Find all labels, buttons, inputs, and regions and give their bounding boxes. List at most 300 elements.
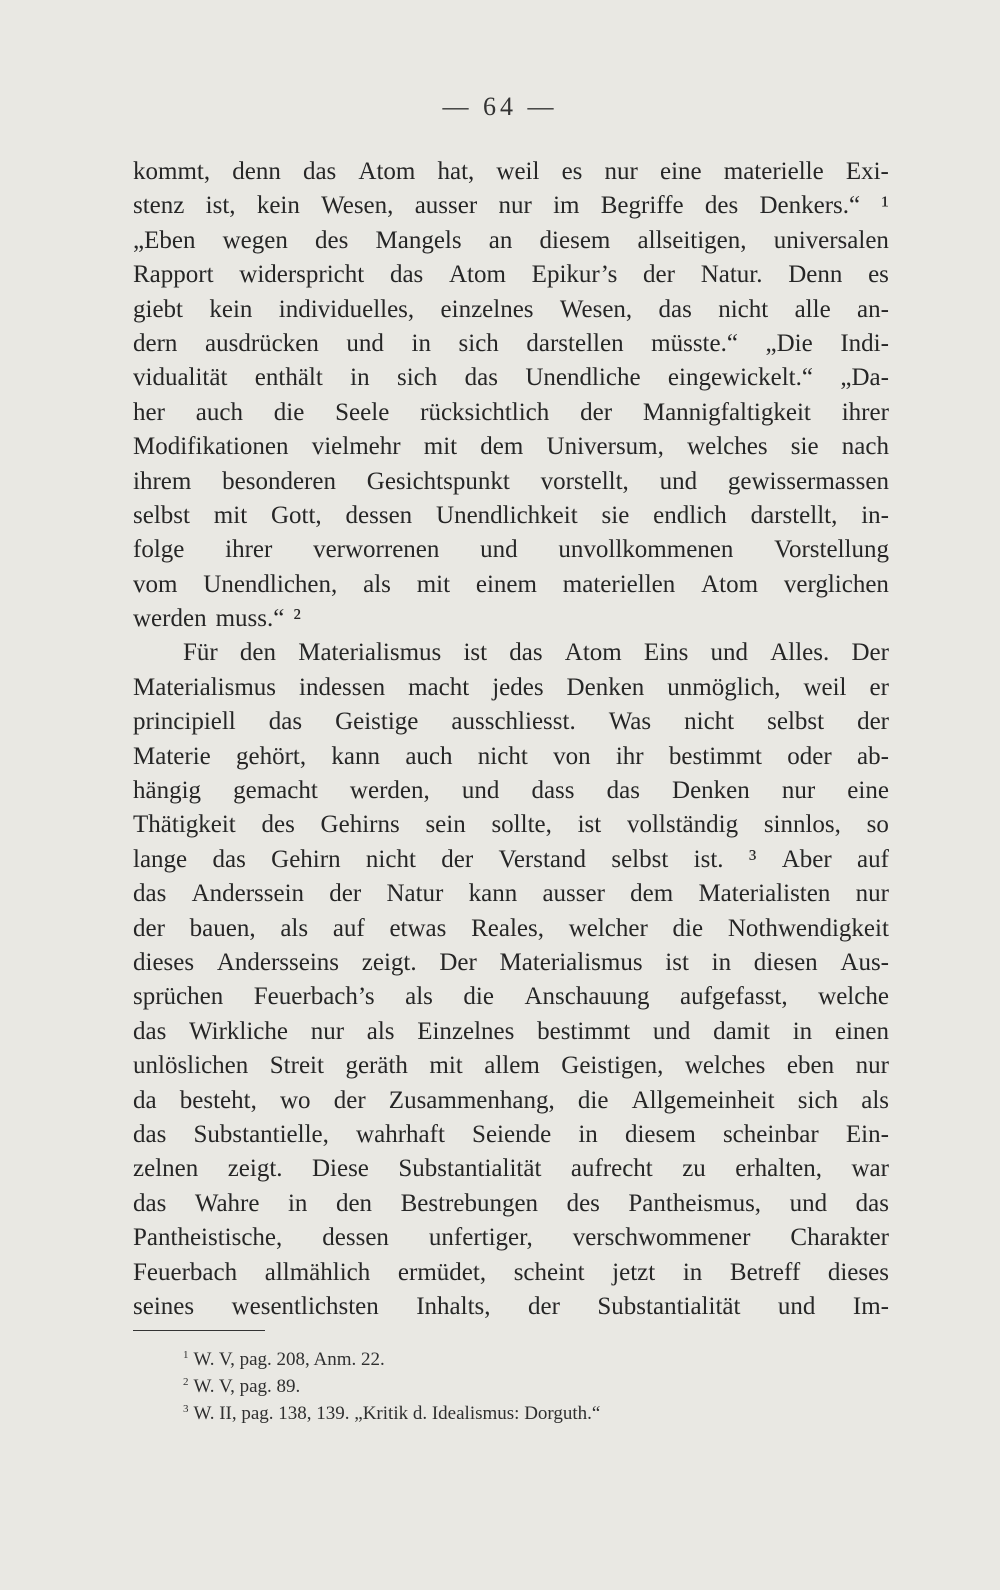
word: ist bbox=[665, 948, 689, 976]
word: des bbox=[704, 192, 739, 220]
word: scheinbar bbox=[722, 1120, 819, 1148]
word: Aber bbox=[781, 845, 832, 873]
text-line bbox=[133, 1187, 889, 1221]
word: wegen bbox=[222, 226, 288, 254]
word: welche bbox=[818, 983, 889, 1011]
word: das bbox=[133, 1189, 167, 1217]
word: Natur. bbox=[700, 261, 763, 289]
word: selbst bbox=[133, 501, 190, 529]
word: Materie bbox=[133, 742, 211, 770]
word: denn bbox=[232, 158, 281, 185]
word: besteht, bbox=[179, 1086, 257, 1114]
word: der bbox=[857, 708, 889, 736]
word: Materialismus bbox=[499, 948, 643, 976]
text-line bbox=[133, 636, 889, 670]
word: dieses bbox=[133, 948, 195, 976]
footnote-mark: 3 bbox=[183, 1403, 189, 1415]
word: Denkers.“ bbox=[759, 192, 861, 220]
word: nur bbox=[855, 880, 889, 908]
text-line bbox=[133, 808, 889, 842]
footnote-text: W. V, pag. 89. bbox=[193, 1376, 301, 1397]
text-line bbox=[133, 877, 889, 911]
word: Betreff bbox=[729, 1258, 801, 1286]
word: selbst bbox=[767, 708, 825, 736]
word: auch bbox=[195, 398, 243, 426]
footnote-mark: 2 bbox=[183, 1376, 189, 1388]
word: Was bbox=[608, 708, 652, 736]
word: macht bbox=[408, 673, 470, 701]
word: diesen bbox=[753, 948, 818, 976]
word: Pantheistische, bbox=[133, 1224, 283, 1252]
footnote-mark: 1 bbox=[183, 1349, 189, 1361]
word: ist bbox=[463, 639, 488, 667]
word: kommt, bbox=[133, 158, 211, 185]
word: sollte, bbox=[491, 811, 552, 839]
word: als bbox=[366, 1017, 395, 1045]
word: an bbox=[488, 226, 513, 254]
word: gemacht bbox=[233, 777, 318, 805]
word: mit bbox=[213, 501, 248, 529]
word: Diese bbox=[311, 1155, 369, 1183]
word: sich bbox=[396, 364, 438, 392]
word: Pantheismus, bbox=[628, 1189, 762, 1217]
text-line bbox=[133, 568, 889, 602]
word: der bbox=[580, 398, 613, 426]
word: etwas bbox=[389, 914, 447, 942]
word: ist bbox=[577, 811, 602, 839]
word: nach bbox=[841, 433, 889, 461]
word: wesentlichsten bbox=[231, 1292, 379, 1320]
word: kann bbox=[331, 742, 381, 770]
word: wo bbox=[280, 1086, 311, 1114]
word: ist. bbox=[693, 845, 724, 873]
word: ausser bbox=[414, 192, 478, 220]
text-line bbox=[133, 258, 889, 292]
word: weil bbox=[496, 158, 540, 185]
text-line bbox=[133, 843, 889, 877]
word: jedes bbox=[492, 673, 544, 701]
text-line bbox=[133, 602, 889, 636]
word: Denken bbox=[672, 777, 750, 805]
word: endlich bbox=[653, 501, 727, 529]
footnotes bbox=[183, 1342, 883, 1423]
text-line bbox=[133, 224, 889, 258]
word: das bbox=[509, 639, 543, 667]
word: auch bbox=[405, 742, 453, 770]
word: Der bbox=[439, 948, 477, 976]
word: einen bbox=[834, 1017, 889, 1045]
word: Andersseins bbox=[216, 948, 340, 976]
word: lange bbox=[133, 845, 188, 873]
word: Materialismus bbox=[133, 673, 277, 701]
word: sein bbox=[425, 811, 466, 839]
text-line bbox=[133, 430, 889, 464]
text-line bbox=[133, 1256, 889, 1290]
word: zelnen bbox=[133, 1155, 199, 1183]
word: Aus- bbox=[840, 948, 889, 976]
word: kein bbox=[209, 295, 253, 323]
word: zeigt. bbox=[361, 948, 417, 976]
word: als bbox=[405, 983, 433, 1011]
word: ³ bbox=[748, 845, 757, 873]
word: gewissermassen bbox=[727, 467, 889, 495]
word: es bbox=[868, 261, 889, 289]
text-line bbox=[133, 361, 889, 395]
word: damit bbox=[713, 1017, 770, 1045]
word: Bestrebungen bbox=[400, 1189, 539, 1217]
word: principiell bbox=[133, 708, 236, 736]
word: ihrem bbox=[133, 467, 192, 495]
text-line bbox=[133, 499, 889, 533]
word: seines bbox=[133, 1292, 195, 1320]
word: verschwommener bbox=[572, 1224, 751, 1252]
word: nur bbox=[855, 1052, 889, 1080]
word: Verstand bbox=[498, 845, 587, 873]
word: „Da- bbox=[840, 364, 889, 392]
word: Wesen, bbox=[321, 192, 394, 220]
word: müsste.“ bbox=[651, 329, 738, 357]
word: Modifikationen bbox=[133, 433, 289, 461]
word: Zusammenhang, bbox=[388, 1086, 555, 1114]
word: Gehirn bbox=[271, 845, 341, 873]
word: Geistige bbox=[335, 708, 419, 736]
word: allmählich bbox=[264, 1258, 371, 1286]
word: ihr bbox=[615, 742, 644, 770]
word: eine bbox=[847, 777, 889, 805]
word: das bbox=[133, 1017, 167, 1045]
word: vorstellt, bbox=[540, 467, 629, 495]
word: und bbox=[777, 1292, 816, 1320]
word: unlöslichen bbox=[133, 1052, 249, 1080]
word: ihrer bbox=[225, 536, 273, 564]
word: Begriffe bbox=[600, 192, 684, 220]
word: Gesichtspunkt bbox=[366, 467, 510, 495]
word: Natur bbox=[386, 880, 444, 908]
word: aufrecht bbox=[570, 1155, 653, 1183]
word: Gott, bbox=[270, 501, 322, 529]
word: ist, bbox=[205, 192, 236, 220]
word: dessen bbox=[345, 501, 413, 529]
word: Ein- bbox=[845, 1120, 889, 1148]
word: ¹ bbox=[881, 192, 889, 220]
word: an- bbox=[857, 295, 889, 323]
word: Reales, bbox=[471, 914, 544, 942]
word: Anschauung bbox=[524, 983, 650, 1011]
word: oder bbox=[787, 742, 832, 770]
word: Materialismus bbox=[298, 639, 442, 667]
word: Streit bbox=[269, 1052, 324, 1080]
word: unvollkommenen bbox=[558, 536, 734, 564]
word: auf bbox=[332, 914, 365, 942]
text-line bbox=[133, 1221, 889, 1255]
word: vielmehr bbox=[311, 433, 401, 461]
footnote bbox=[183, 1396, 883, 1423]
word: zu bbox=[682, 1155, 706, 1183]
word: folge bbox=[133, 536, 185, 564]
word: das bbox=[464, 364, 498, 392]
word: eine bbox=[659, 158, 702, 185]
word: mit bbox=[423, 433, 458, 461]
word: indessen bbox=[299, 673, 386, 701]
word: und bbox=[659, 467, 698, 495]
word: wahrhaft bbox=[356, 1120, 445, 1148]
word: werden, bbox=[349, 777, 430, 805]
footnote bbox=[183, 1342, 883, 1369]
word: allseitigen, bbox=[637, 226, 747, 254]
word: ab- bbox=[856, 742, 889, 770]
word: die bbox=[672, 914, 704, 942]
word: es bbox=[561, 158, 583, 185]
word: sich bbox=[797, 1086, 839, 1114]
word: Universum, bbox=[546, 433, 664, 461]
word: hängig bbox=[133, 777, 202, 805]
word: ausdrücken bbox=[205, 329, 319, 357]
word: materiellen bbox=[562, 570, 676, 598]
word: nur bbox=[604, 158, 638, 185]
word: mit bbox=[429, 1052, 463, 1080]
word: unmöglich, bbox=[667, 673, 781, 701]
word: Substantielle, bbox=[193, 1120, 329, 1148]
word: unfertiger, bbox=[428, 1224, 533, 1252]
word: Materialisten bbox=[698, 880, 831, 908]
word: nur bbox=[498, 192, 532, 220]
word: darstellt, bbox=[750, 501, 838, 529]
word: Vorstellung bbox=[774, 536, 889, 564]
word: und bbox=[461, 777, 500, 805]
word: in bbox=[682, 1258, 703, 1286]
word: Rapport bbox=[133, 261, 214, 289]
word: dern bbox=[133, 329, 178, 357]
word: ² bbox=[293, 605, 301, 633]
word: widerspricht bbox=[239, 261, 365, 289]
word: vollständig bbox=[626, 811, 739, 839]
word: des bbox=[315, 226, 349, 254]
word: Epikur’s bbox=[531, 261, 618, 289]
word: ihrer bbox=[841, 398, 889, 426]
word: sie bbox=[601, 501, 630, 529]
word: Substantialität bbox=[398, 1155, 542, 1183]
text-line bbox=[133, 705, 889, 739]
word: er bbox=[869, 673, 889, 701]
word: nicht bbox=[684, 708, 735, 736]
word: im bbox=[553, 192, 580, 220]
word: der bbox=[329, 880, 362, 908]
word: als bbox=[280, 914, 309, 942]
word: Feuerbach bbox=[133, 1258, 238, 1286]
word: der bbox=[643, 261, 675, 289]
word: Charakter bbox=[790, 1224, 889, 1252]
word: der bbox=[528, 1292, 560, 1320]
word: Unendliche bbox=[525, 364, 641, 392]
word: diesem bbox=[539, 226, 611, 254]
text-line bbox=[133, 1152, 889, 1186]
word: Nothwendigkeit bbox=[727, 914, 889, 942]
word: besonderen bbox=[222, 467, 336, 495]
word: Denken bbox=[566, 673, 645, 701]
word: welcher bbox=[568, 914, 648, 942]
word: des bbox=[566, 1189, 600, 1217]
word: diesem bbox=[624, 1120, 696, 1148]
text-line bbox=[133, 740, 889, 774]
word: und bbox=[710, 639, 749, 667]
word: gehört, bbox=[236, 742, 307, 770]
page-number: — 64 — bbox=[442, 92, 558, 121]
word: einem bbox=[475, 570, 537, 598]
word: Exi- bbox=[845, 158, 889, 185]
text-line bbox=[133, 980, 889, 1014]
word: und bbox=[789, 1189, 828, 1217]
word: erhalten, bbox=[735, 1155, 823, 1183]
word: Unendlichkeit bbox=[436, 501, 578, 529]
word: des bbox=[261, 811, 295, 839]
word: als bbox=[363, 570, 391, 598]
text-line bbox=[133, 774, 889, 808]
word: Inhalts, bbox=[416, 1292, 491, 1320]
word: ausser bbox=[542, 880, 605, 908]
word: von bbox=[553, 742, 591, 770]
word: das bbox=[268, 708, 303, 736]
word: Feuerbach’s bbox=[253, 983, 375, 1011]
word: giebt bbox=[133, 295, 183, 323]
text-line bbox=[133, 1084, 889, 1118]
word: das bbox=[133, 880, 167, 908]
word: bestimmt bbox=[668, 742, 762, 770]
word: verglichen bbox=[783, 570, 889, 598]
word: das bbox=[658, 295, 692, 323]
word: sinnlos, bbox=[763, 811, 841, 839]
text-line bbox=[133, 912, 889, 946]
text-line bbox=[133, 1049, 889, 1083]
text-line bbox=[133, 293, 889, 327]
word: und bbox=[652, 1017, 691, 1045]
word: Substantialität bbox=[597, 1292, 741, 1320]
word: eingewickelt.“ bbox=[667, 364, 813, 392]
word: zeigt. bbox=[227, 1155, 283, 1183]
word: welches bbox=[687, 433, 768, 461]
word: individuelles, bbox=[278, 295, 415, 323]
word: und bbox=[346, 329, 384, 357]
footnote-divider bbox=[133, 1330, 265, 1331]
body-text bbox=[133, 155, 889, 1324]
word: ausschliesst. bbox=[451, 708, 576, 736]
text-line bbox=[133, 327, 889, 361]
word: in- bbox=[861, 501, 889, 529]
word: eben bbox=[786, 1052, 835, 1080]
word: die bbox=[577, 1086, 609, 1114]
word: universalen bbox=[773, 226, 889, 254]
word: „Die bbox=[765, 329, 813, 357]
word: Atom bbox=[449, 261, 506, 289]
word: Wahre bbox=[194, 1189, 260, 1217]
text-line bbox=[133, 155, 889, 189]
word: den bbox=[335, 1189, 373, 1217]
word: Alles. bbox=[770, 639, 830, 667]
word: Im- bbox=[852, 1292, 889, 1320]
word: sich bbox=[458, 329, 499, 357]
word: Atom bbox=[564, 639, 622, 667]
word: auf bbox=[857, 845, 889, 873]
word: den bbox=[239, 639, 277, 667]
word: jetzt bbox=[612, 1258, 656, 1286]
text-line bbox=[133, 533, 889, 567]
text-line bbox=[133, 1015, 889, 1049]
word: dem bbox=[480, 433, 524, 461]
word: das bbox=[133, 1120, 167, 1148]
word: enthält bbox=[254, 364, 323, 392]
word: und bbox=[480, 536, 518, 564]
word: bestimmt bbox=[537, 1017, 631, 1045]
text-line bbox=[133, 671, 889, 705]
word: Mangels bbox=[375, 226, 462, 254]
word: ermüdet, bbox=[397, 1258, 487, 1286]
word: Eins bbox=[643, 639, 689, 667]
word: Für bbox=[183, 639, 218, 667]
word: als bbox=[861, 1086, 889, 1114]
word: alle bbox=[794, 295, 831, 323]
word: mit bbox=[416, 570, 451, 598]
word: verworrenen bbox=[313, 536, 440, 564]
word: weil bbox=[803, 673, 847, 701]
word: sprüchen bbox=[133, 983, 224, 1011]
word: dieses bbox=[827, 1258, 889, 1286]
text-line bbox=[133, 946, 889, 980]
word: selbst bbox=[611, 845, 669, 873]
word: Der bbox=[851, 639, 889, 667]
word: war bbox=[851, 1155, 889, 1183]
word: werden bbox=[133, 605, 207, 633]
word: das bbox=[389, 261, 424, 289]
word: Anderssein bbox=[191, 880, 305, 908]
word: die bbox=[273, 398, 305, 426]
word: in bbox=[578, 1120, 598, 1148]
text-line bbox=[133, 396, 889, 430]
footnote bbox=[183, 1369, 883, 1396]
word: nicht bbox=[365, 845, 416, 873]
word: Einzelnes bbox=[417, 1017, 515, 1045]
word: in bbox=[792, 1017, 813, 1045]
word: sie bbox=[790, 433, 819, 461]
word: welches bbox=[684, 1052, 766, 1080]
word: „Eben bbox=[133, 226, 196, 254]
word: Gehirns bbox=[320, 811, 400, 839]
word: Wirkliche bbox=[189, 1017, 288, 1045]
word: bauen, bbox=[189, 914, 256, 942]
word: so bbox=[866, 811, 889, 839]
text-line bbox=[133, 189, 889, 223]
word: dem bbox=[630, 880, 674, 908]
word: das bbox=[302, 158, 337, 185]
word: hat, bbox=[437, 158, 475, 185]
footnote-text: W. II, pag. 138, 139. „Kritik d. Idealismus: Dorguth.“ bbox=[193, 1403, 601, 1424]
word: in bbox=[287, 1189, 308, 1217]
word: in bbox=[711, 948, 732, 976]
word: vidualität bbox=[133, 364, 228, 392]
word: das bbox=[212, 845, 246, 873]
word: einzelnes bbox=[440, 295, 534, 323]
word: in bbox=[411, 329, 431, 357]
word: muss.“ bbox=[215, 605, 285, 633]
word: Geistigen, bbox=[561, 1052, 664, 1080]
word: Unendlichen, bbox=[203, 570, 338, 598]
word: dessen bbox=[322, 1224, 389, 1252]
footnote-text: W. V, pag. 208, Anm. 22. bbox=[193, 1349, 385, 1370]
word: dass bbox=[531, 777, 575, 805]
word: da bbox=[133, 1086, 157, 1114]
word: her bbox=[133, 398, 165, 426]
word: das bbox=[606, 777, 640, 805]
word: kein bbox=[256, 192, 300, 220]
word: Allgemeinheit bbox=[631, 1086, 775, 1114]
